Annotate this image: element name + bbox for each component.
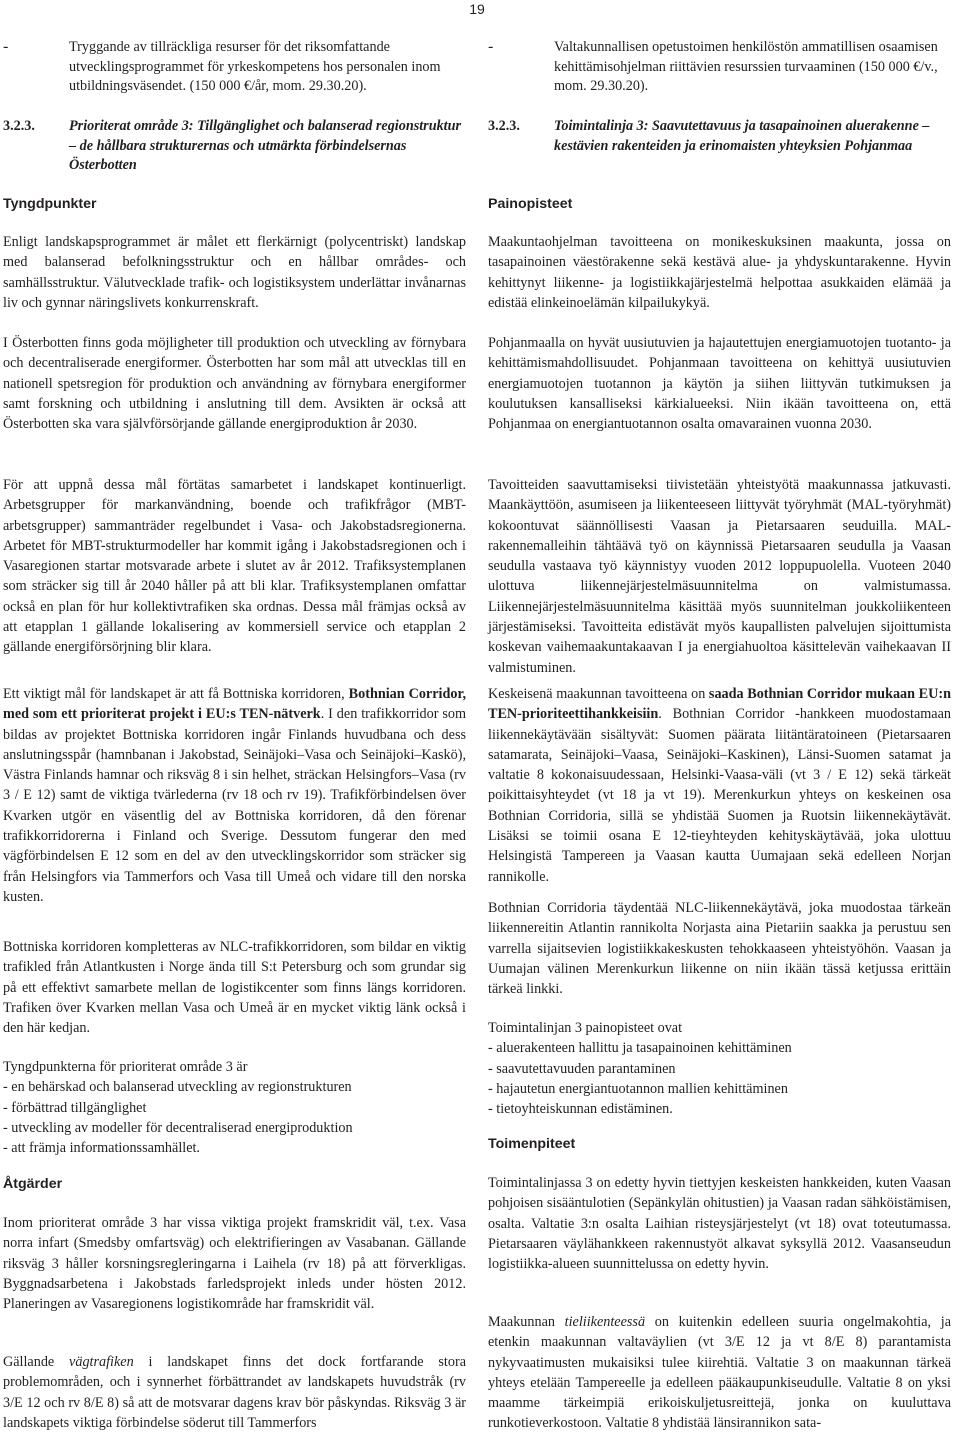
focus-list-item: - saavutettavuuden parantaminen [488, 1060, 676, 1077]
dash-item-text: Tryggande av tillräckliga resurser för det riksomfattande utvecklingsprogrammet för yrkeskompetens hos personalen inom utbildningsväsendet. (150 000 €/år, mom. 29.30.20). [69, 39, 441, 94]
section-number: 3.2.3. [3, 118, 35, 134]
dash-item [3, 38, 466, 97]
focus-list-item: - tietoyhteiskunnan edistäminen. [488, 1101, 673, 1118]
paragraph-7-rest: i landskapet finns det dock fortfarande stora problemområden, och i synnerhet förbättrandet av landskapets huvudstråk (rv 3/E 12 och rv 8/E 8) så att de motsvarar dagens krav bör påskyndas. Riksväg 3 är landskapets viktiga förbindelse söderut till Tammerfors [3, 1354, 466, 1431]
paragraph-7-lead: Maakunnan [488, 1314, 565, 1330]
paragraph-4-emphasis: saada Bothnian Corridor mukaan EU:n TEN-prioriteettihankkeisiin [488, 686, 951, 723]
paragraph-5: Bothnian Corridoria täydentää NLC-liikennekäytävä, joka muodostaa tärkeän liikennereitin Atlantin rannikolta Norjasta aina Pietariin saakka ja perustuu sen varrella sijaitsevien logistiikkakeskusten tehokkaaseen yhteistyöhön. Vaasan ja Uumajan välinen Merenkurkun liikenne on niin ikään tässä ketjussa erittäin tärkeä linkki. [488, 900, 951, 998]
paragraph-7 [488, 1312, 951, 1434]
section-title: Prioriterat område 3: Tillgänglighet och balanserad regionstruktur – de hållbara strukturernas och utmärkta förbindelsernas Österbotten [69, 118, 462, 173]
paragraph-4-rest: . Bothnian Corridor -hankkeen muodostamaan liikennekäytävään sisältyvät: Suomen päärata liitäntäratoineen (Pietarsaaren satamarata, Seinäjoki–Vaasa, Seinäjoki–Kaskinen), Länsi-Suomen satamat ja valtatie 8 kokonaisuudessaan, Helsinki-Vaasa-väli (vt 3 / E 12) sekä tärkeät poikittaisyhteydet (vt 18 ja vt 19). Merenkurkun yhteys on keskeinen osa Bothnian Corridoria, sillä se yhdistää Suomen ja Ruotsin liikennekäytävät. Lisäksi se toimii osana E 12-tieyhteyden kehityskäytävää, joka ulottuu Helsingistä Tampereen ja Vaasan kautta Uumajaan sekä edelleen Norjan rannikolle. [488, 706, 951, 885]
focus-list-item: - förbättrad tillgänglighet [3, 1099, 147, 1116]
paragraph-1: Enligt landskapsprogrammet är målet ett flerkärnigt (polycentriskt) landskap med balanserad befolkningsstruktur och en hållbar områdes- och samhällsstruktur. Välutvecklade trafik- och logistiksystem underlättar invånarnas liv och gynnar näringslivets konkurrenskraft. [3, 234, 466, 311]
paragraph-7 [3, 1352, 466, 1433]
focus-list-item: - hajautetun energiantuotannon mallien kehittäminen [488, 1080, 788, 1097]
paragraph-1: Maakuntaohjelman tavoitteena on monikeskuksinen maakunta, jossa on tasapainoinen väestörakenne sekä kestävä alue- ja yhdyskuntarakenne. Hyvin kehittynyt liikenne- ja logistiikkajärjestelmä helpottaa asukkaiden elämää ja edistää elinkeinoelämän kilpailukykyä. [488, 234, 951, 311]
dash-item [488, 38, 951, 97]
dash-marker: - [488, 38, 494, 55]
section-number: 3.2.3. [488, 118, 520, 134]
paragraph-6: Toimintalinjassa 3 on edetty hyvin tiettyjen keskeisten hankkeiden, kuten Vaasan pohjoisen sisääntulotien (Sepänkylän ohitustien) ja Vaasan radan sähköistämisen, osalta. Valtatie 3:n osalta Laihian risteysjärjestelyt (vt 18) ovat toteutumassa. Pietarsaaren väylähankkeen rakennustyöt alkavat syksyllä 2012. Vaasanseudun logistiikka-alueen suunnittelussa on edetty hyvin. [488, 1175, 951, 1273]
focus-list-intro: Tyngdpunkterna för prioriterat område 3 är [3, 1059, 248, 1075]
section-heading [488, 117, 951, 156]
focus-list-item: - en behärskad och balanserad utveckling av regionstrukturen [3, 1079, 352, 1096]
paragraph-2: Pohjanmaalla on hyvät uusiutuvien ja hajautettujen energiamuotojen tuotanto- ja kehittämismahdollisuudet. Pohjanmaan tavoitteena on kehittyä uusiutuvien energiamuotojen tuotannon ja käytön ja siihen liittyvän tutkimuksen ja koulutuksen kansalliseksi kärkialueeksi. Niin ikään tavoitteena on, että Pohjanmaa on energiantuotannon osalta omavarainen vuonna 2030. [488, 335, 951, 433]
paragraph-3: För att uppnå dessa mål förtätas samarbetet i landskapet kontinuerligt. Arbetsgrupper för markanvändning, boende och trafikfrågor (MBT-arbetsgrupper) sammanträder regelbundet i Vasa- och Jakobstadsregionerna. Arbetet för MBT-strukturmodeller har kommit igång i Jakobstadsregionen och i Vasaregionen startar motsvarade arbete i slutet av år 2012. Trafiksystemplanen som sträcker sig till år 2040 håller på att bli klar. Trafiksystemplanen omfattar också en plan för hur kollektivtrafiken ska ordnas. Dessa mål främjas också av att etapplan 1 gällande lokalisering av kommersiell service och etapplan 2 gällande energiförsörjning blir klara. [3, 477, 466, 656]
heading-focus: Painopisteet [488, 196, 573, 212]
paragraph-4-emphasis: Bothnian Corridor, med som ett prioriterat projekt i EU:s TEN-nätverk [3, 686, 466, 723]
focus-list [3, 1057, 466, 1158]
dash-item-text: Valtakunnallisen opetustoimen henkilöstön ammatillisen osaamisen kehittämisohjelman riittävien resurssien turvaaminen (150 000 €/v., mom. 29.30.20). [554, 39, 938, 94]
paragraph-7-italic: vägtrafiken [69, 1354, 134, 1370]
heading-actions: Åtgärder [3, 1176, 63, 1192]
paragraph-4-lead: Keskeisenä maakunnan tavoitteena on [488, 686, 709, 702]
paragraph-4 [3, 684, 466, 907]
paragraph-6: Inom prioriterat område 3 har vissa viktiga projekt framskridit väl, t.ex. Vasa norra infart (Smedsby omfartsväg) och elektrifieringen av Vasabanan. Gällande riksväg 3 håller korsningsregleringarna i Laihela (rv 18) på att förverkligas. Byggnadsarbetena i Jakobstads farledsprojekt inleds under hösten 2012. Planeringen av Vasaregionens logistikområde har framskridit väl. [3, 1215, 466, 1313]
paragraph-4-lead: Ett viktigt mål för landskapet är att få Bottniska korridoren, [3, 686, 349, 702]
dash-marker: - [3, 38, 9, 55]
focus-list-item: - utveckling av modeller för decentraliserad energiproduktion [3, 1119, 353, 1136]
focus-list-item: - aluerakenteen hallittu ja tasapainoinen kehittäminen [488, 1040, 792, 1057]
paragraph-7-italic: tieliikenteessä [564, 1314, 646, 1330]
page-number: 19 [469, 1, 485, 17]
paragraph-4-rest: . I den trafikkorridor som bildas av projektet Bottniska korridoren ingår Finlands huvudbana och dess anslutningsspår (hamnbanan i Jakobstad, Seinäjoki–Vasa och Seinäjoki–Kaskö), Västra Finlands hamnar och riksväg 8 i sin helhet, sträckan Helsingfors–Vasa (rv 3 / E 12) samt de viktiga tvärlederna (rv 18 och rv 19). Trafikförbindelsen över Kvarken utgör en väsentlig del av Bottniska korridoren, då den förenar trafikkorridorerna i Finland och Sverige. Dessutom fungerar den med vägförbindelsen E 12 som en del av den utvecklingskorridor som sträcker sig från Helsingfors via Tammerfors och Vasa till Umeå och vidare till den norska kusten. [3, 706, 466, 905]
focus-list-intro: Toimintalinjan 3 painopisteet ovat [488, 1020, 683, 1036]
paragraph-7-lead: Gällande [3, 1354, 70, 1370]
heading-actions: Toimenpiteet [488, 1136, 576, 1152]
section-title: Toimintalinja 3: Saavutettavuus ja tasapainoinen aluerakenne – kestävien rakenteiden ja erinomaisten yhteyksien Pohjanmaa [554, 118, 930, 154]
paragraph-2: I Österbotten finns goda möjligheter till produktion och utveckling av förnybara och decentraliserade energiformer. Österbotten har som mål att utvecklas till en nationell spetsregion för produktion och användning av förnybara energiformer samt forskning och utbildning i anslutning till dem. Avsikten är också att Österbotten ska vara självförsörjande gällande energiproduktion år 2030. [3, 335, 466, 433]
section-heading [3, 117, 466, 176]
paragraph-4 [488, 684, 951, 887]
paragraph-3: Tavoitteiden saavuttamiseksi tiivistetään yhteistyötä maakunnassa jatkuvasti. Maankäyttöön, asumiseen ja liikenteeseen liittyvät työryhmät (MAL-työryhmät) kokoontuvat säännöllisesti Vaasan ja Pietarsaaren seuduilla. MAL-rakennemalleihin tähtäävä työ on käynnissä Pietarsaaren seudulla ja Vaasan seudulla vastaava työ käynnistyy vuoden 2012 loppupuolella. Vuoteen 2040 ulottuva liikennejärjestelmäsuunnitelma on valmistumassa. Liikennejärjestelmäsuunnitelma käsittää myös suunnitelman joukkoliikenteen järjestämiseksi. Tavoitteita edistävät myös kaupallisten palvelujen sijoittumista koskevan vaihemaakuntakaavan I ja energiahuoltoa käsittelevän vaihekaavan II valmistuminen. [488, 477, 951, 676]
paragraph-7-rest: on kuitenkin edelleen suuria ongelmakohtia, ja etenkin maakunnan valtaväylien (vt 3/E 12 ja vt 8/E 8) parantamista nykyvaatimusten mukaisiksi tulee kiirehtiä. Valtatie 3 on maakunnan tärkeä yhteys etelään Tampereelle ja edelleen pääkaupunkiseudulle. Valtatie 8 on yksi maamme tärkeimpiä erikoiskuljetusreittejä, jonka on kuuluttava runkotieverkostoon. Valtatie 8 yhdistää länsirannikon sata- [488, 1314, 951, 1432]
paragraph-5: Bottniska korridoren kompletteras av NLC-trafikkorridoren, som bildar en viktig trafikled från Atlantkusten i Norge ända till S:t Petersburg och som grundar sig på ett effektivt samarbete mellan de logistikcenter som finns längs korridoren. Trafiken över Kvarken mellan Vasa och Umeå är en mycket viktig länk också i den här kedjan. [3, 939, 466, 1037]
focus-list [488, 1018, 951, 1119]
heading-focus: Tyngdpunkter [3, 196, 97, 212]
focus-list-item: - att främja informationssamhället. [3, 1140, 200, 1157]
